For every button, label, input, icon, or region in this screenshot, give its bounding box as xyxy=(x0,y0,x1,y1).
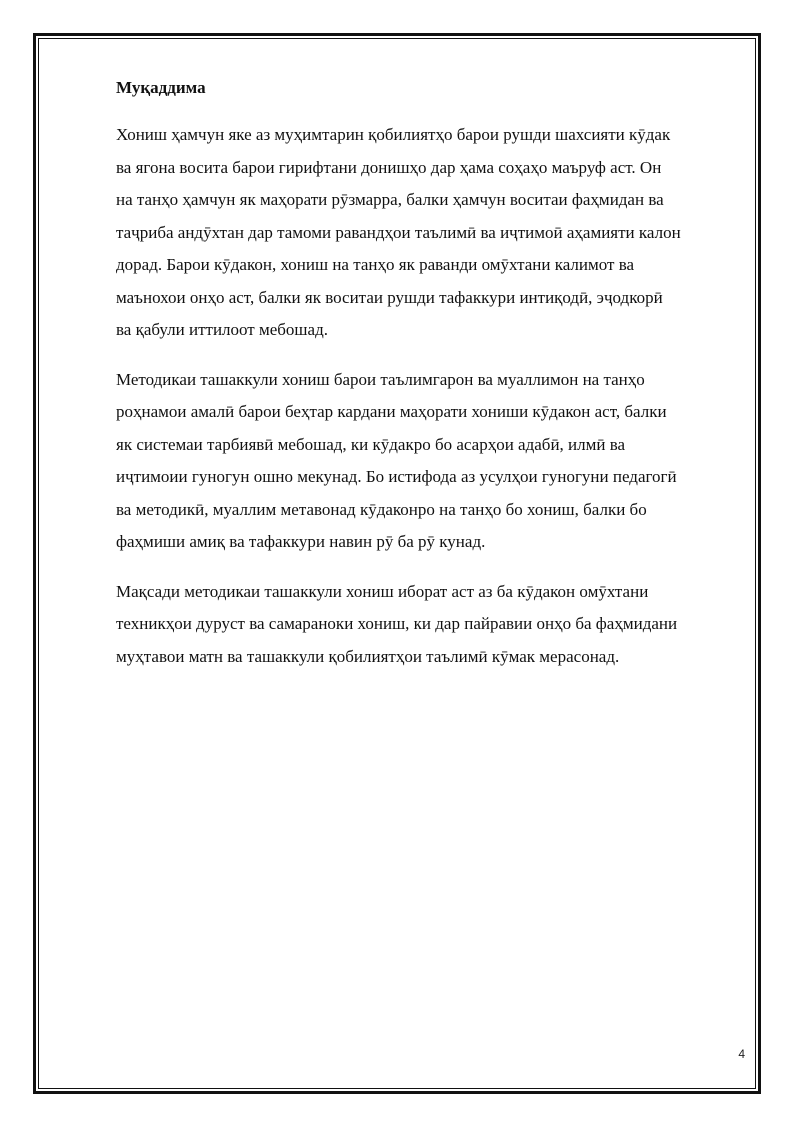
paragraph-line: фаҳмиши амиқ ва тафаккури навин рӯ ба рӯ кунад. xyxy=(116,532,486,551)
paragraph-line: як системаи тарбиявӣ мебошад, ки кӯдакро бо асарҳои адабӣ, илмӣ ва xyxy=(116,434,626,454)
paragraph-line: Мақсади методикаи ташаккули хониш иборат аст аз ба кӯдакон омӯхтани xyxy=(116,581,649,601)
paragraph-1 xyxy=(116,119,726,347)
paragraph-line: маънохои онҳо аст, балки як воситаи рушди тафаккури интиқодӣ, эҷодкорӣ xyxy=(116,287,663,307)
paragraph-line: таҷриба андӯхтан дар тамоми равандҳои таълимӣ ва иҷтимоӣ аҳамияти калон xyxy=(116,222,681,242)
document-body xyxy=(116,74,726,690)
paragraph-line: муҳтавои матн ва ташаккули қобилиятҳои таълимӣ кӯмак мерасонад. xyxy=(116,646,620,666)
paragraph-line: роҳнамои амалӣ барои беҳтар кардани маҳорати хониши кӯдакон аст, балки xyxy=(116,402,667,421)
paragraph-line: ва методикӣ, муаллим метавонад кӯдаконро на танҳо бо хониш, балки бо xyxy=(116,499,647,519)
paragraph-2 xyxy=(116,364,726,559)
paragraph-line: дорад. Барои кӯдакон, хониш на танҳо як раванди омӯхтани калимот ва xyxy=(116,255,635,274)
page-number: 4 xyxy=(738,1047,745,1061)
paragraph-line: иҷтимоии гуногун ошно мекунад. Бо истифода аз усулҳои гуногуни педагогӣ xyxy=(116,467,677,486)
paragraph-line: на танҳо ҳамчун як маҳорати рӯзмарра, балки ҳамчун воситаи фаҳмидан ва xyxy=(116,190,664,209)
paragraph-line: техникҳои дуруст ва самараноки хониш, ки дар пайравии онҳо ба фаҳмидани xyxy=(116,614,678,633)
paragraph-line: ва ягона восита барои гирифтани донишҳо дар ҳама соҳаҳо маъруф аст. Он xyxy=(116,157,662,177)
paragraph-line: Методикаи ташаккули хониш барои таълимгарон ва муаллимон на танҳо xyxy=(116,369,645,389)
paragraph-line: ва қабули иттилоот мебошад. xyxy=(116,320,328,339)
section-heading: Муқаддима xyxy=(116,78,206,97)
paragraph-3 xyxy=(116,576,726,674)
paragraph-line: Хониш ҳамчун яке аз муҳимтарин қобилиятҳо барои рушди шахсияти кӯдак xyxy=(116,125,671,144)
